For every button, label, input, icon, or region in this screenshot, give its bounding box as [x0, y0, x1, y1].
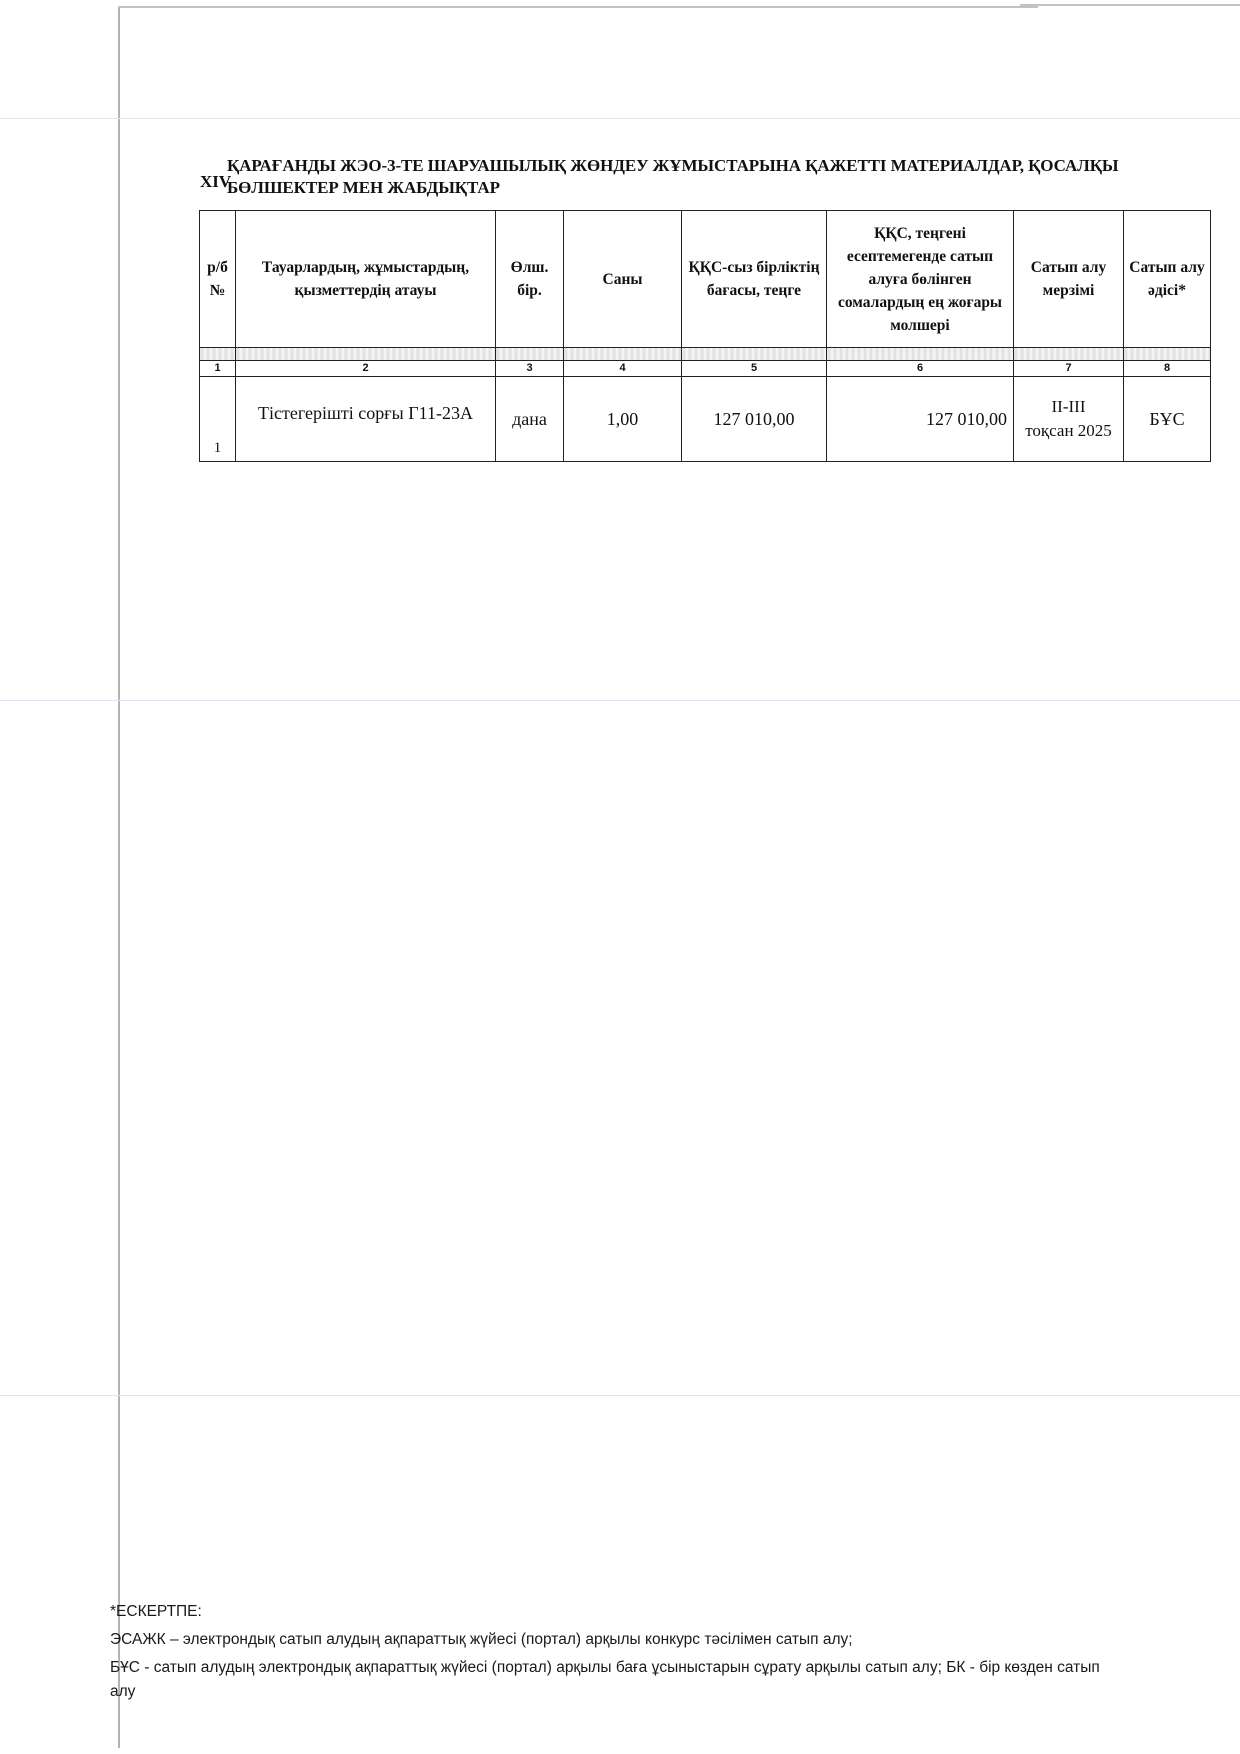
- footnote-line-bus: БҰС - сатып алудың электрондық ақпараттық жүйесі (портал) арқылы баға ұсыныстарын сұрату арқылы сатып алу; БК - бір көзден сатып алу: [110, 1659, 1100, 1700]
- row-period-line1: II-III: [1051, 397, 1086, 416]
- header-total: ҚҚС, теңгені есептемегенде сатып алуға бөлінген сомалардың ең жоғары молшері: [827, 211, 1014, 348]
- column-number: 4: [564, 361, 682, 377]
- scan-band: [0, 1395, 1240, 1396]
- spacer-cell: [1014, 348, 1124, 361]
- column-number: 6: [827, 361, 1014, 377]
- column-number-row: [200, 361, 1211, 377]
- table-row: [200, 377, 1211, 462]
- header-unit: Өлш. бір.: [496, 211, 564, 348]
- scan-edge-left: [118, 8, 120, 1748]
- header-unit-price: ҚҚС-сыз бірліктің бағасы, теңге: [682, 211, 827, 348]
- spacer-cell: [1124, 348, 1211, 361]
- spacer-cell: [236, 348, 496, 361]
- spacer-cell: [200, 348, 236, 361]
- row-name: Тістегерішті сорғы Г11-23А: [236, 377, 496, 462]
- footnote: [110, 1600, 1120, 1704]
- column-number: 7: [1014, 361, 1124, 377]
- row-unit: дана: [496, 377, 564, 462]
- header-quantity: Саны: [564, 211, 682, 348]
- footnote-line-esazhk: ЭСАЖК – электрондық сатып алудың ақпараттық жүйесі (портал) арқылы конкурс тәсілімен сатып алу;: [110, 1631, 853, 1648]
- row-method: БҰС: [1124, 377, 1211, 462]
- section-number: XIV: [200, 172, 232, 191]
- scan-edge-top-right: [1020, 4, 1240, 6]
- spacer-cell: [682, 348, 827, 361]
- header-period: Сатып алу мерзімі: [1014, 211, 1124, 348]
- column-number: 1: [200, 361, 236, 377]
- column-number: 5: [682, 361, 827, 377]
- header-index: р/б №: [200, 211, 236, 348]
- table-header-row: [200, 211, 1211, 348]
- column-number: 2: [236, 361, 496, 377]
- column-number: 8: [1124, 361, 1211, 377]
- scan-band: [0, 118, 1240, 119]
- spacer-cell: [564, 348, 682, 361]
- footnote-title: *ЕСКЕРТПЕ:: [110, 1603, 202, 1620]
- spacer-cell: [827, 348, 1014, 361]
- scan-band: [0, 700, 1240, 701]
- scan-edge-top: [118, 6, 1038, 8]
- table-spacer-row: [200, 348, 1211, 361]
- row-total: 127 010,00: [827, 377, 1014, 462]
- header-name: Тауарлардың, жұмыстардың, қызметтердің атауы: [236, 211, 496, 348]
- column-number: 3: [496, 361, 564, 377]
- header-method: Сатып алу әдісі*: [1124, 211, 1211, 348]
- row-unit-price: 127 010,00: [682, 377, 827, 462]
- spacer-cell: [496, 348, 564, 361]
- procurement-table: [199, 210, 1211, 462]
- row-period: [1014, 377, 1124, 462]
- row-quantity: 1,00: [564, 377, 682, 462]
- section-title: ҚАРАҒАНДЫ ЖЭО-3-ТЕ ШАРУАШЫЛЫҚ ЖӨНДЕУ ЖҰМЫСТАРЫНА ҚАЖЕТТІ МАТЕРИАЛДАР, ҚОСАЛҚЫ БӨЛШЕКТЕР МЕН ЖАБДЫҚТАР: [227, 156, 1119, 197]
- row-period-line2: тоқсан 2025: [1025, 421, 1112, 440]
- row-index: 1: [200, 377, 236, 462]
